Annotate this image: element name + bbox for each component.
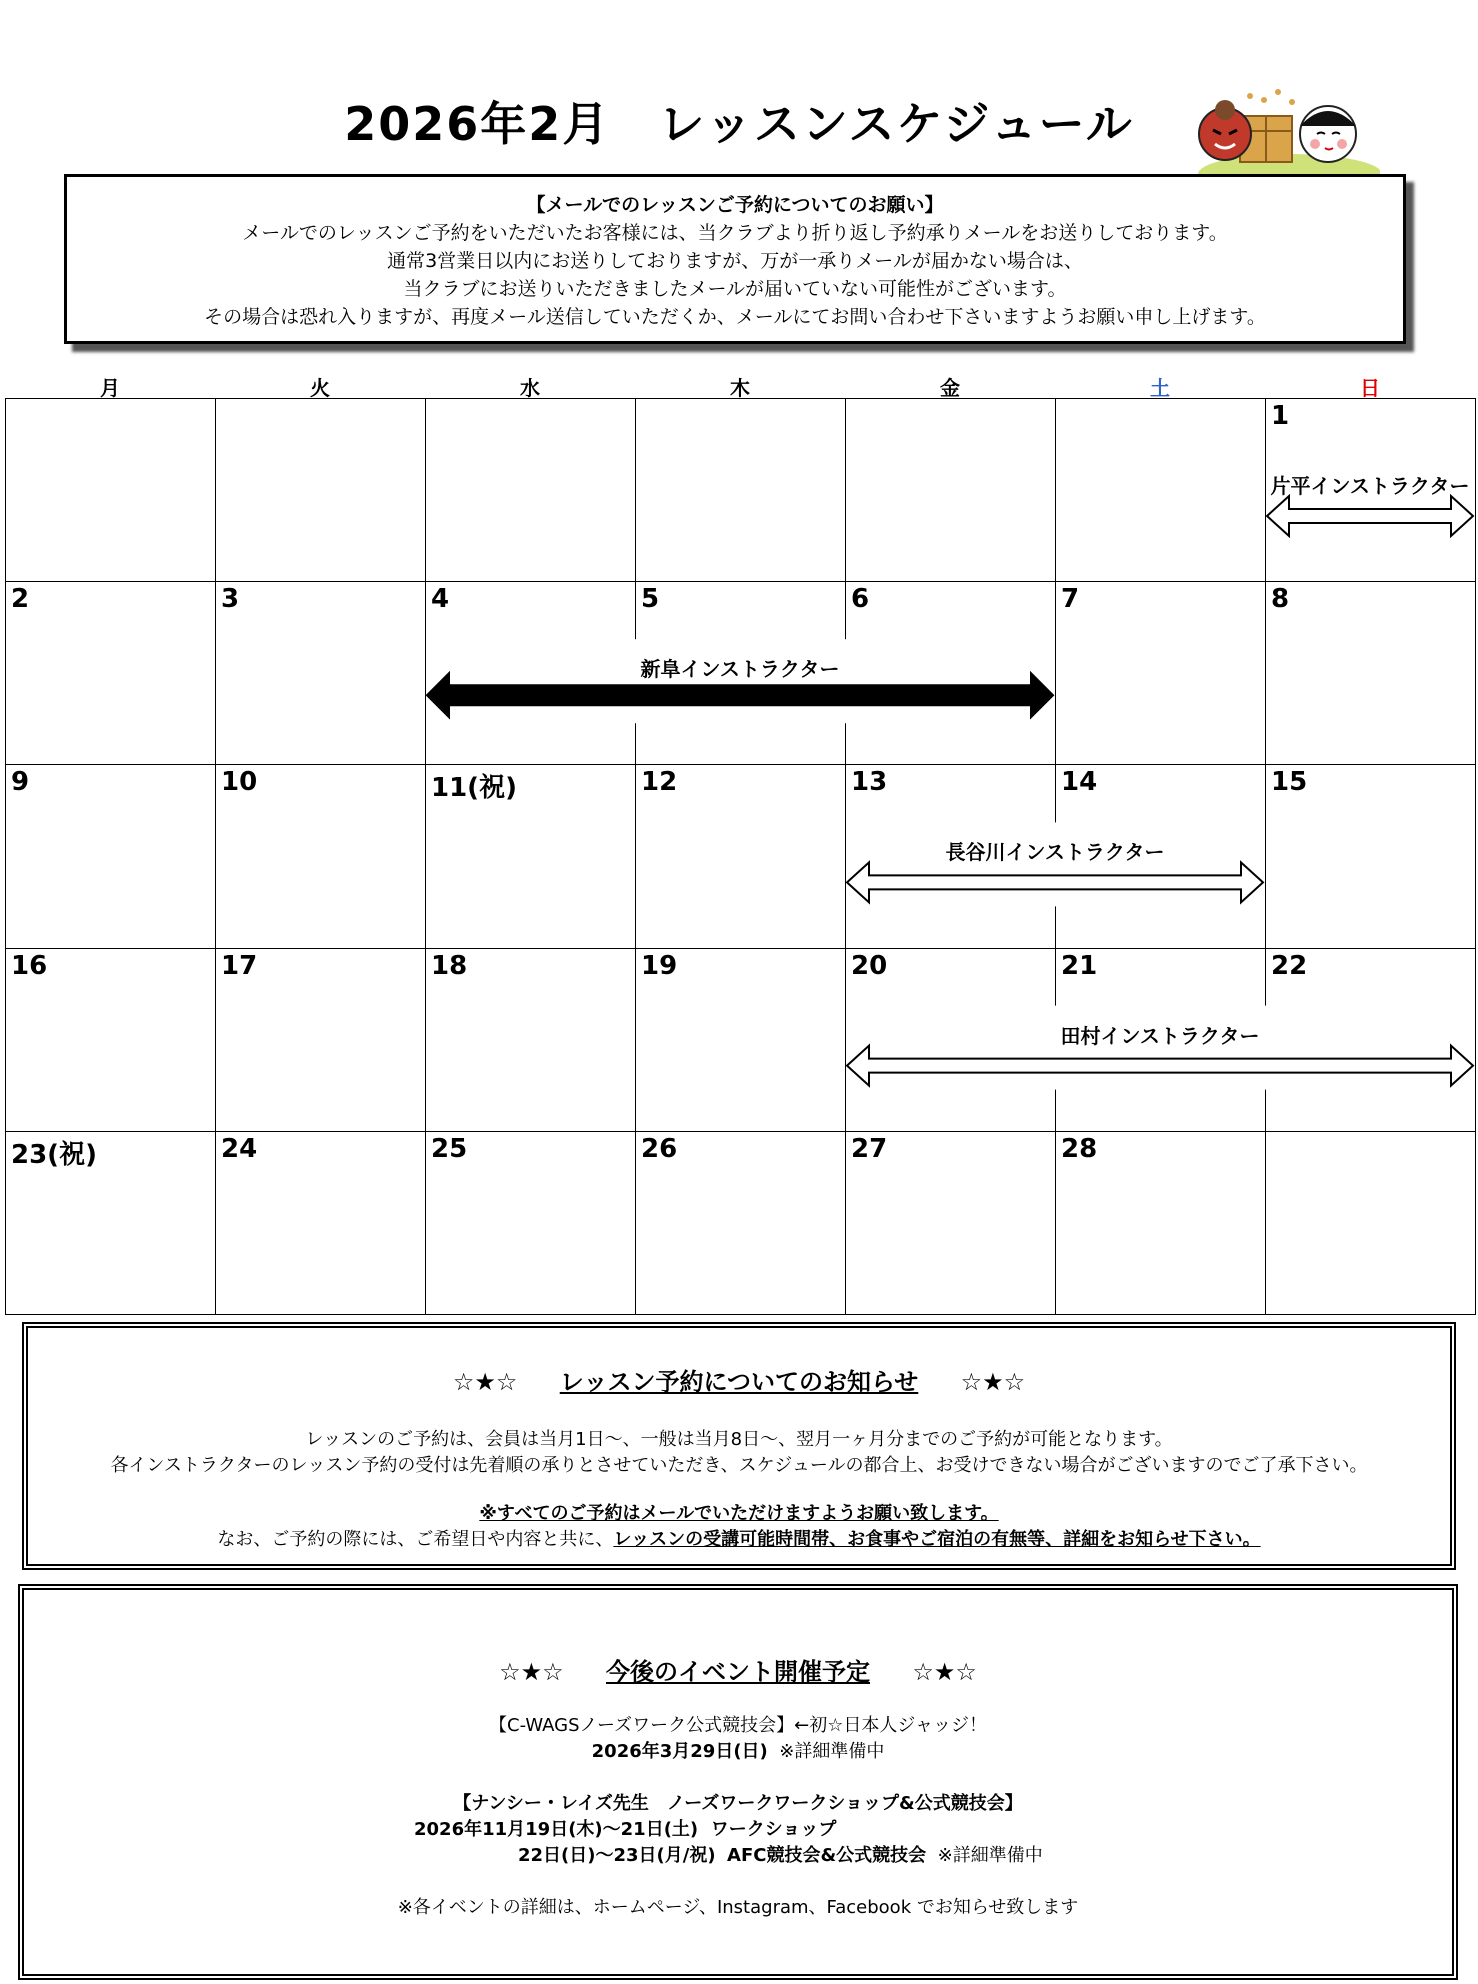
day-number: 16: [11, 951, 51, 981]
notice-line: メールでのレッスンご予約をいただいたお客様には、当クラブより折り返し予約承りメールをお送りしております。: [242, 222, 1228, 244]
lesson-info-email-note: ※すべてのご予約はメールでいただけますようお願い致します。: [479, 1503, 999, 1524]
lesson-info-line: レッスンのご予約は、会員は当月1日～、一般は当月8日～、翌月一ヶ月分までのご予約が可能となります。: [305, 1429, 1173, 1450]
day-number: 21: [1061, 951, 1101, 981]
details-prefix: なお、ご予約の際には、ご希望日や内容と共に、: [217, 1529, 614, 1550]
weekday-label: 水: [520, 376, 540, 400]
event1-date-line: [24, 1739, 1452, 1765]
day-number: 8: [1271, 584, 1293, 614]
event2-label2: AFC競技会&公式競技会: [727, 1845, 927, 1866]
stars-left: ☆★☆: [452, 1368, 518, 1396]
day-number: 9: [11, 767, 33, 797]
day-number: 2: [11, 584, 33, 614]
event2-note: ※詳細準備中: [937, 1845, 1043, 1866]
day-number: 24: [221, 1134, 261, 1164]
lesson-info-details-line: [28, 1527, 1450, 1553]
weekday-label: 火: [310, 376, 330, 400]
day-number: 10: [221, 767, 261, 797]
weekday-label: 日: [1360, 376, 1380, 400]
day-number: 12: [641, 767, 681, 797]
calendar-grid: [5, 398, 1475, 1314]
notice-line: 当クラブにお送りいただきましたメールが届いていない可能性がございます。: [403, 278, 1067, 300]
events-footer: ※各イベントの詳細は、ホームページ、Instagram、Facebook でお知らせ致します: [397, 1897, 1079, 1918]
day-number: 1: [1271, 401, 1293, 431]
events-heading: [24, 1652, 1452, 1687]
day-number: 22: [1271, 951, 1311, 981]
day-number: 26: [641, 1134, 681, 1164]
day-number: 3: [221, 584, 243, 614]
event1-date: 2026年3月29日(日): [591, 1741, 768, 1762]
instructor-name: 長谷川インストラクター: [945, 840, 1165, 865]
event2-date1: 2026年11月19日(木)～21日(土): [414, 1819, 699, 1840]
notice-heading: 【メールでのレッスンご予約についてのお願い】: [526, 194, 944, 216]
day-number: 4: [431, 584, 453, 614]
event1-title: 【C-WAGSノーズワーク公式競技会】←初☆日本人ジャッジ！: [489, 1715, 987, 1736]
event2-competition-line: [24, 1843, 1452, 1869]
lesson-info-heading: [28, 1362, 1450, 1397]
stars-left: ☆★☆: [499, 1658, 564, 1686]
day-number: 28: [1061, 1134, 1101, 1164]
instructor-name: 田村インストラクター: [1060, 1023, 1260, 1048]
event2-label1: ワークショップ: [710, 1819, 837, 1840]
day-number: 18: [431, 951, 471, 981]
day-number: 17: [221, 951, 261, 981]
day-number: 5: [641, 584, 663, 614]
events-title: 今後のイベント開催予定: [606, 1658, 870, 1686]
day-number: 11(祝): [431, 767, 521, 804]
event2-date2: 22日(日)～23日(月/祝): [518, 1845, 716, 1866]
weekday-label: 月: [100, 376, 120, 400]
day-number: 15: [1271, 767, 1311, 797]
weekday-label: 金: [940, 376, 960, 400]
day-number: 25: [431, 1134, 471, 1164]
notice-line: 通常3営業日以内にお送りしておりますが、万が一承りメールが届かない場合は、: [387, 250, 1083, 272]
day-number: 23(祝): [11, 1134, 101, 1171]
event1-note: ※詳細準備中: [779, 1741, 885, 1762]
upcoming-events: [18, 1584, 1458, 1980]
weekday-label: 木: [730, 376, 750, 400]
event2-title: 【ナンシー・レイズ先生 ノーズワークワークショップ&公式競技会】: [453, 1793, 1023, 1814]
day-number: 19: [641, 951, 681, 981]
weekday-label: 土: [1150, 376, 1170, 400]
lesson-info-line: 各インストラクターのレッスン予約の受付は先着順の承りとさせていただき、スケジュールの都合上、お受けできない場合がございますのでご了承下さい。: [110, 1455, 1368, 1476]
day-number: 7: [1061, 584, 1083, 614]
day-number: 20: [851, 951, 891, 981]
lesson-reservation-info: [22, 1322, 1456, 1570]
instructor-name: 新阜インストラクター: [640, 657, 840, 682]
stars-right: ☆★☆: [960, 1368, 1026, 1396]
day-number: 14: [1061, 767, 1101, 797]
email-reservation-notice: [64, 174, 1406, 344]
lesson-info-title: レッスン予約についてのお知らせ: [559, 1368, 919, 1396]
instructor-name: 片平インストラクター: [1270, 474, 1470, 498]
day-number: 6: [851, 584, 873, 614]
event2-workshop-line: [24, 1817, 1452, 1843]
stars-right: ☆★☆: [912, 1658, 977, 1686]
notice-line: その場合は恐れ入りますが、再度メール送信していただくか、メールにてお問い合わせ下さいますようお願い申し上げます。: [204, 306, 1266, 328]
day-number: 27: [851, 1134, 891, 1164]
day-number: 13: [851, 767, 891, 797]
page-title: 2026年2月 レッスンスケジュール: [344, 97, 1134, 151]
details-emphasis: レッスンの受講可能時間帯、お食事やご宿泊の有無等、詳細をお知らせ下さい。: [613, 1529, 1261, 1550]
